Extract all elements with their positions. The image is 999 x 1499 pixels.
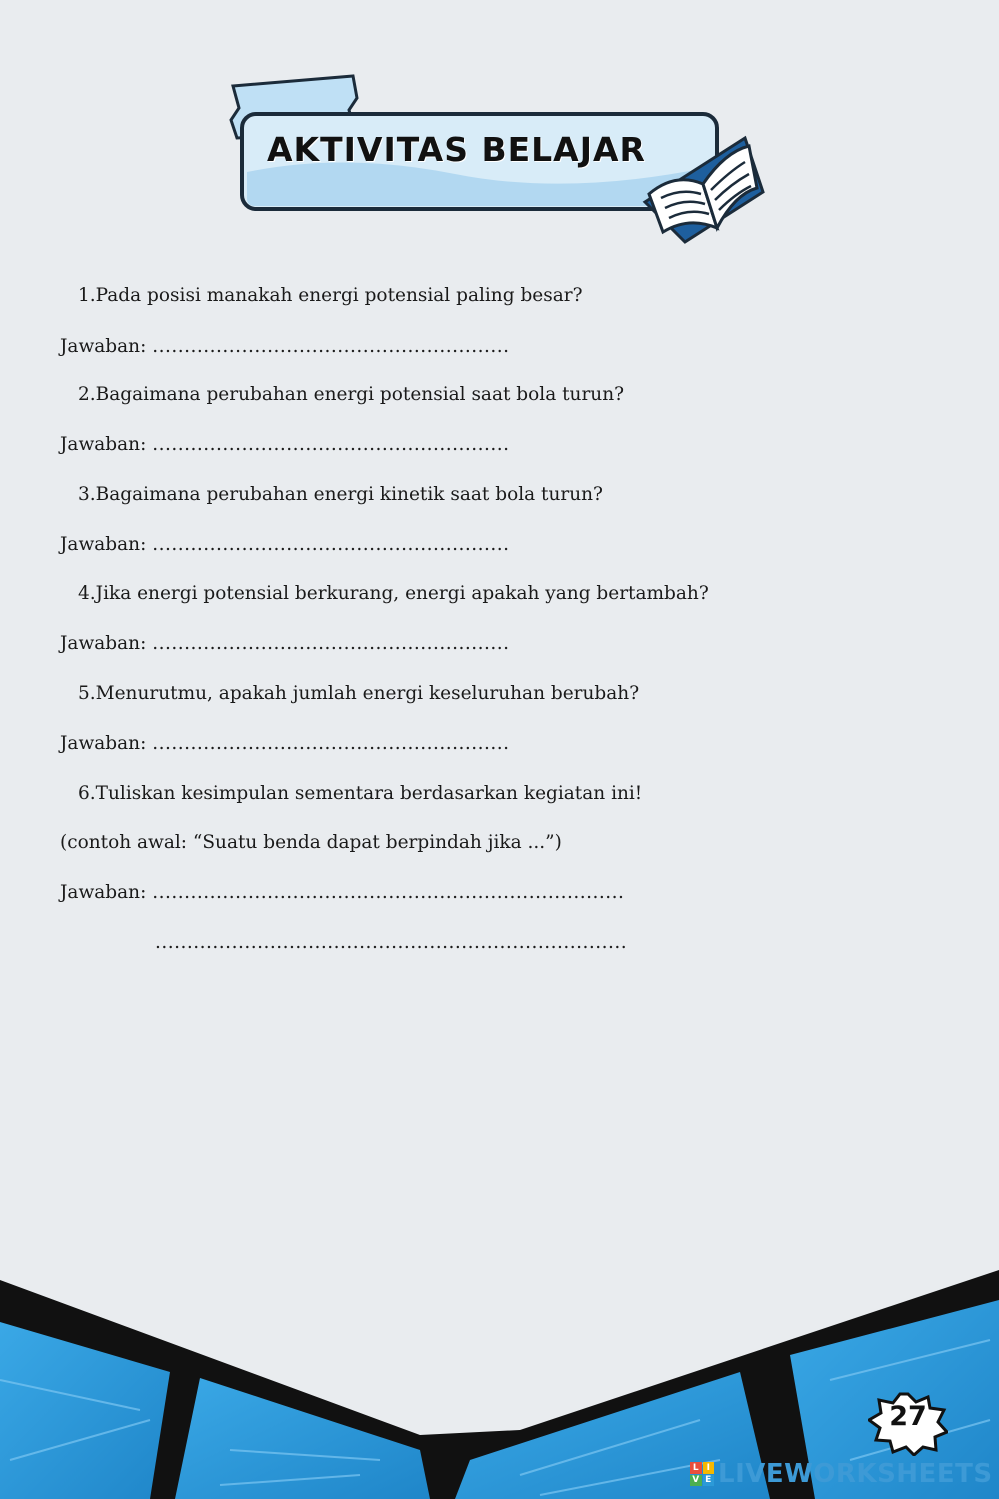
question-number: 3. (78, 484, 96, 505)
question-5 (78, 683, 639, 704)
answer-4[interactable] (60, 633, 510, 654)
title-banner (225, 72, 775, 252)
question-number: 1. (78, 285, 96, 306)
answer-3[interactable] (60, 534, 510, 555)
answer-blank[interactable]: ........................................................ (152, 434, 510, 455)
answer-5[interactable] (60, 733, 510, 754)
question-text: Tuliskan kesimpulan sementara berdasarkan kegiatan ini! (95, 783, 643, 804)
liveworksheets-logo-icon (690, 1462, 714, 1486)
answer-label: Jawaban: (60, 733, 147, 754)
question-3 (78, 484, 603, 505)
page-title: AKTIVITAS BELAJAR (267, 130, 646, 169)
answer-blank[interactable]: ........................................................ (152, 633, 510, 654)
question-number: 5. (78, 683, 96, 704)
question-4 (78, 583, 709, 604)
liveworksheets-watermark (690, 1458, 993, 1490)
question-number: 4. (78, 583, 96, 604)
answer-6[interactable] (60, 882, 624, 903)
question-text: Pada posisi manakah energi potensial paling besar? (95, 285, 583, 306)
answer-label: Jawaban: (60, 633, 147, 654)
logo-letter: I (703, 1462, 715, 1474)
question-number: 6. (78, 783, 96, 804)
answer-blank[interactable]: .......................................................................... (155, 932, 628, 953)
answer-blank[interactable]: ........................................................ (152, 534, 510, 555)
watermark-text: LIVEWORKSHEETS (718, 1459, 993, 1489)
question-6 (78, 783, 642, 804)
question-text: Bagaimana perubahan energi kinetik saat bola turun? (95, 484, 603, 505)
question-number: 2. (78, 384, 96, 405)
question-text: Bagaimana perubahan energi potensial saat bola turun? (95, 384, 625, 405)
answer-label: Jawaban: (60, 534, 147, 555)
answer-6-continuation[interactable] (155, 932, 627, 953)
answer-2[interactable] (60, 434, 510, 455)
logo-letter: V (690, 1475, 702, 1487)
answer-blank[interactable]: ........................................................ (152, 733, 510, 754)
example-hint: (contoh awal: “Suatu benda dapat berpindah jika ...”) (60, 832, 562, 853)
answer-blank[interactable]: .......................................................................... (152, 882, 625, 903)
answer-label: Jawaban: (60, 434, 147, 455)
logo-letter: E (703, 1475, 715, 1487)
page-number: 27 (889, 1401, 927, 1432)
question-text: Jika energi potensial berkurang, energi apakah yang bertambah? (95, 583, 709, 604)
question-1 (78, 285, 583, 306)
answer-blank[interactable]: ........................................................ (152, 336, 510, 357)
answer-1[interactable] (60, 336, 510, 357)
logo-letter: L (690, 1462, 702, 1474)
question-2 (78, 384, 624, 405)
answer-label: Jawaban: (60, 336, 147, 357)
answer-label: Jawaban: (60, 882, 147, 903)
question-text: Menurutmu, apakah jumlah energi keseluruhan berubah? (95, 683, 640, 704)
